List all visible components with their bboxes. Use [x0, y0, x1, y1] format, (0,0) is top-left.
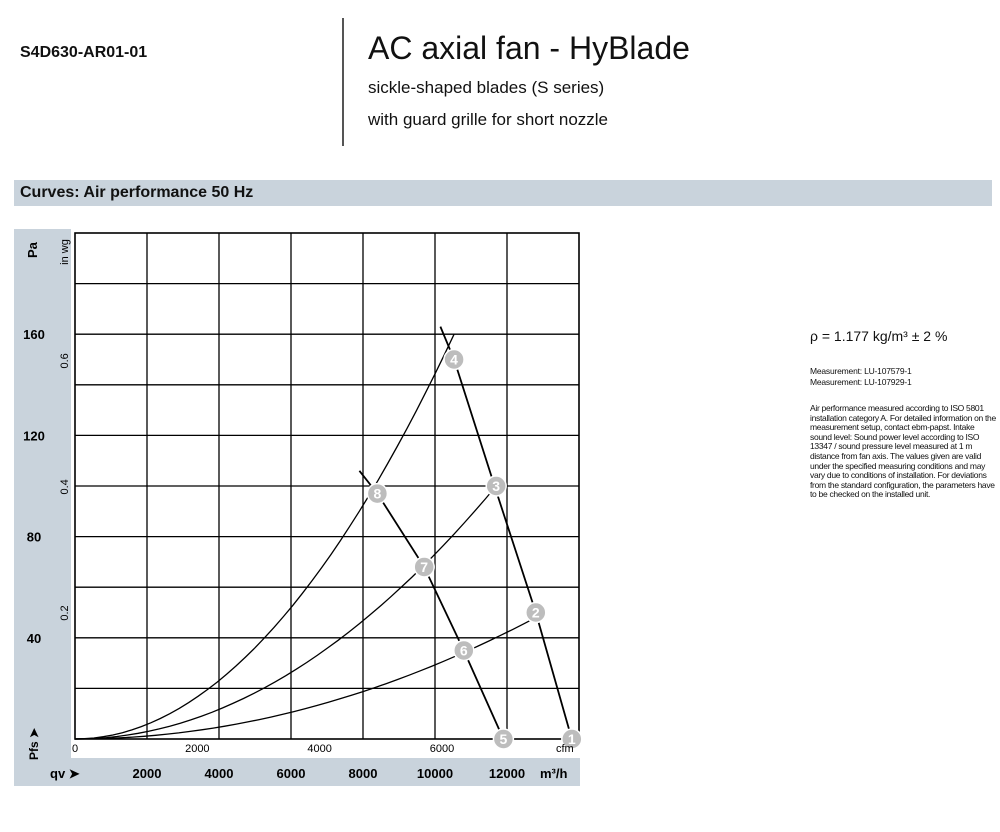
y2-unit-label: in wg	[59, 239, 71, 265]
operating-point-label-1: 1	[567, 731, 576, 747]
x2-tick-label: 4000	[307, 743, 332, 755]
y-axis-band	[14, 229, 71, 767]
x-axis-label: qv ➤	[50, 766, 80, 781]
x2-tick-label: 2000	[185, 743, 210, 755]
measurement-id-1: Measurement: LU-107579-1	[810, 366, 912, 376]
operating-point-label-3: 3	[492, 478, 501, 494]
y2-tick-label: 0.4	[59, 479, 71, 495]
y2-tick-label: 0.6	[59, 353, 71, 369]
operating-point-label-8: 8	[373, 485, 382, 502]
x-tick-label: 10000	[416, 766, 454, 781]
x-tick-label: 8000	[348, 766, 378, 781]
x-tick-label: 6000	[276, 766, 306, 781]
section-title: Curves: Air performance 50 Hz	[20, 184, 254, 201]
operating-point-label-4: 4	[450, 351, 458, 368]
operating-point-label-5: 5	[499, 731, 508, 747]
x2-tick-label: 0	[71, 743, 79, 755]
x-unit-label: m³/h	[540, 766, 568, 781]
operating-point-label-7: 7	[420, 558, 429, 575]
product-title: AC axial fan - HyBlade	[368, 30, 690, 66]
x-tick-label: 2000	[132, 766, 162, 781]
fan-curve-1	[440, 327, 571, 739]
x-tick-label: 4000	[204, 766, 234, 781]
system-curve-2	[75, 486, 496, 739]
model-number: S4D630-AR01-01	[20, 44, 148, 61]
product-subtitle-2: with guard grille for short nozzle	[368, 110, 609, 129]
x-tick-label: 12000	[488, 766, 526, 781]
air-density-note: ρ = 1.177 kg/m³ ± 2 %	[810, 328, 948, 344]
measurement-ids	[810, 366, 912, 388]
product-subtitle-1: sickle-shaped blades (S series)	[368, 78, 605, 97]
measurement-note: Air performance measured according to ISO 5801 installation category A. For detailed information on the measurement setup, contact ebm-papst. Intake sound level: Sound power level according to ISO 13347 / sound pressure level measured at 1 m distance from fan axis. The values given are valid under the specified measuring conditions and may vary due to conditions of installation. For deviations from the standard configuration, the parameters have to be checked on the installed unit.	[810, 403, 996, 500]
x2-tick-label: 6000	[429, 743, 455, 755]
y-tick-label: 120	[23, 428, 45, 444]
y-axis-label: Pfs ➤	[27, 727, 41, 760]
x2-unit-label: cfm	[556, 743, 574, 755]
y-tick-label: 40	[26, 630, 42, 646]
y2-tick-label: 0.2	[59, 605, 71, 621]
system-curve-3	[75, 618, 536, 739]
y-unit-label: Pa	[25, 242, 40, 258]
y-tick-label: 80	[26, 529, 42, 545]
operating-point-label-6: 6	[459, 642, 468, 659]
operating-point-label-2: 2	[531, 604, 540, 621]
measurement-id-2: Measurement: LU-107929-1	[810, 377, 912, 387]
y-tick-label: 160	[23, 327, 45, 343]
